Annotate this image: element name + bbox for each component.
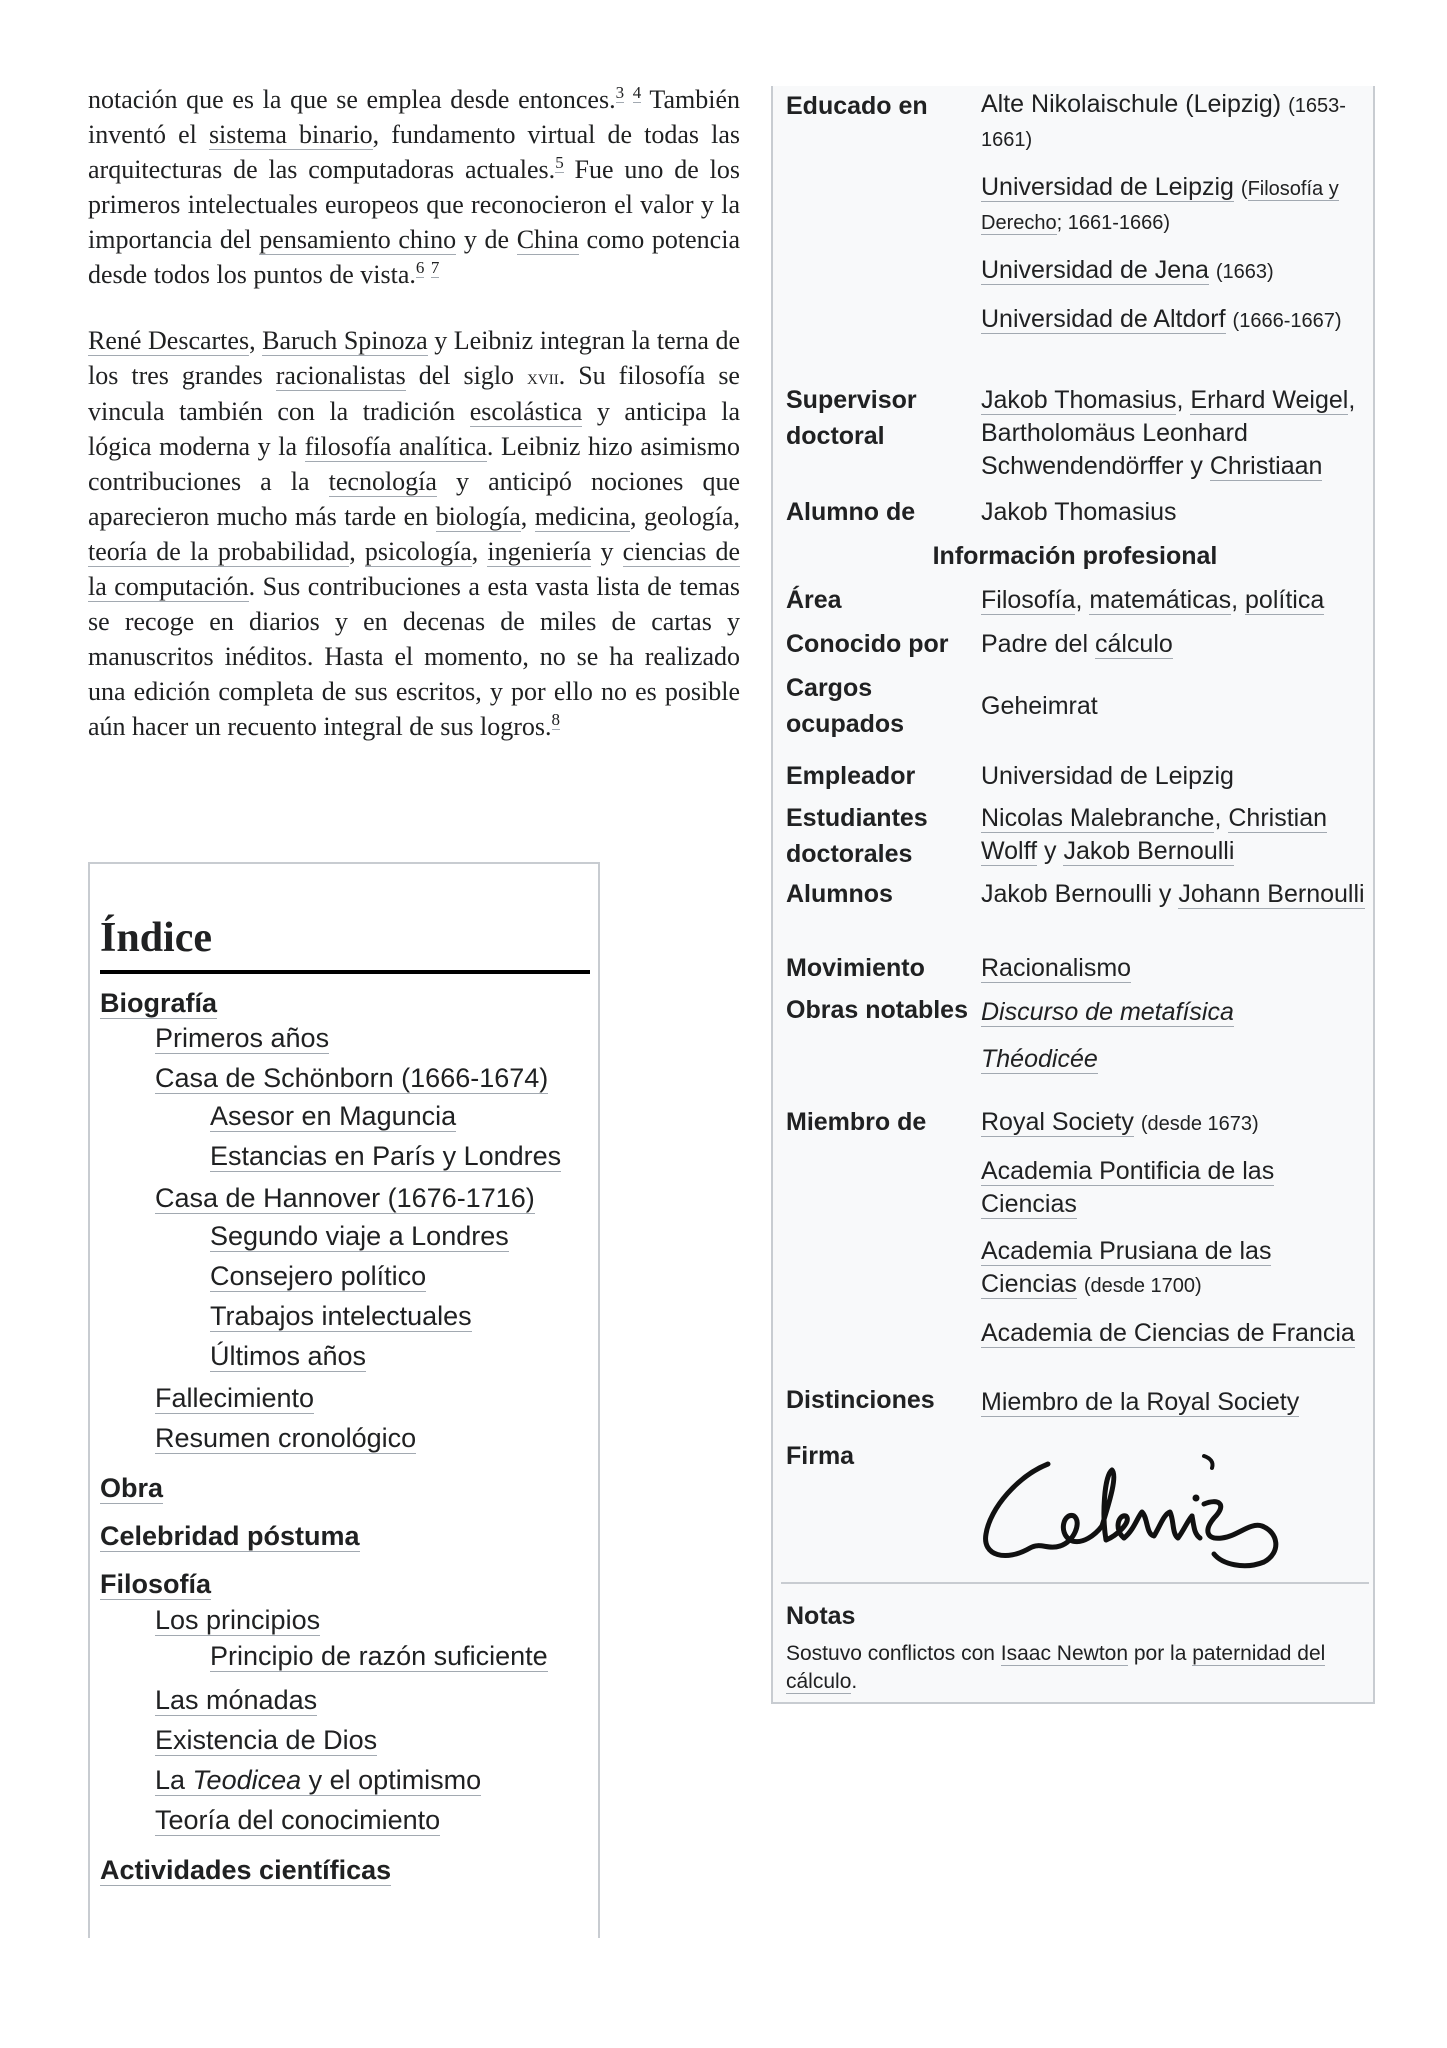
link-jakob-bernoulli[interactable]: Jakob Bernoulli: [1063, 837, 1235, 865]
century: xvii: [527, 364, 559, 389]
text: , Bartholomäus Leonhard Schwendendörffer y: [981, 386, 1356, 480]
signature-image: [978, 1446, 1318, 1576]
text: ,: [249, 326, 263, 355]
toc-item[interactable]: Primeros años: [155, 1023, 330, 1053]
text: .: [851, 1670, 858, 1693]
paragraph-2: [88, 323, 740, 744]
text: Jakob Bernoulli y: [981, 880, 1179, 908]
table-of-contents: [88, 862, 600, 1938]
label-alumnos: Alumnos: [786, 880, 893, 908]
text: ,: [1214, 804, 1229, 832]
years: (1653-1661): [981, 95, 1346, 151]
toc-item[interactable]: Principio de razón suficiente: [210, 1641, 548, 1671]
link-medicina[interactable]: medicina: [534, 502, 631, 531]
value-area: [981, 584, 1373, 617]
text: . Su filosofía se vincula también con la tradición: [88, 361, 740, 426]
value-supervisor: [981, 384, 1373, 483]
toc-item[interactable]: Teoría del conocimiento: [155, 1805, 441, 1835]
link-universidad-altdorf[interactable]: Universidad de Altdorf: [981, 305, 1226, 333]
infobox: [771, 86, 1375, 1704]
toc-item[interactable]: La Teodicea y el optimismo: [155, 1765, 482, 1795]
link-christiaan[interactable]: Christiaan: [1209, 452, 1323, 480]
value-miembro: [981, 1106, 1373, 1350]
link-racionalismo[interactable]: Racionalismo: [981, 954, 1132, 982]
label-alumno-de: Alumno de: [786, 498, 916, 526]
link-theodicee[interactable]: Théodicée: [981, 1045, 1098, 1073]
link-politica[interactable]: política: [1245, 586, 1325, 614]
toc-item[interactable]: Biografía: [100, 988, 218, 1018]
toc-item[interactable]: Últimos años: [210, 1341, 367, 1371]
link-filosofia-analitica[interactable]: filosofía analítica: [304, 432, 487, 461]
link-teoria-probabilidad[interactable]: teoría de la probabilidad: [88, 537, 350, 566]
link-descartes[interactable]: René Descartes: [88, 326, 250, 355]
link-thomasius[interactable]: Jakob Thomasius: [981, 386, 1177, 414]
link-tecnologia[interactable]: tecnología: [328, 467, 437, 496]
label-area: Área: [786, 586, 842, 614]
link-biologia[interactable]: biología: [435, 502, 521, 531]
value-empleador: Universidad de Leipzig: [981, 762, 1234, 790]
label-cargos: Cargos ocupados: [786, 674, 905, 738]
link-matematicas[interactable]: matemáticas: [1089, 586, 1232, 614]
text: ,: [471, 537, 488, 566]
value-alumno-de: Jakob Thomasius: [981, 498, 1177, 526]
link-pensamiento-chino[interactable]: pensamiento chino: [259, 225, 457, 254]
value-educado: [981, 88, 1373, 337]
link-psicologia[interactable]: psicología: [364, 537, 472, 566]
toc-item[interactable]: Estancias en París y Londres: [210, 1141, 562, 1171]
toc-item[interactable]: Existencia de Dios: [155, 1725, 378, 1755]
link-academia-francia[interactable]: Academia de Ciencias de Francia: [981, 1319, 1355, 1347]
label-supervisor: Supervisor doctoral: [786, 386, 917, 450]
text: por la: [1128, 1642, 1193, 1665]
link-racionalistas[interactable]: racionalistas: [275, 361, 406, 390]
years: (desde 1673): [1140, 1113, 1259, 1135]
notes-divider: [781, 1582, 1369, 1584]
years: (desde 1700): [1083, 1275, 1202, 1297]
label-estudiantes: Estudiantes doctorales: [786, 804, 928, 868]
link-weigel[interactable]: Erhard Weigel: [1190, 386, 1349, 414]
text: como potencia desde todos los puntos de vista.: [88, 225, 740, 289]
text: (: [1240, 178, 1248, 200]
years: (1663): [1215, 261, 1274, 283]
text: , fundamento virtual de todas las arquitecturas de las computadoras actuales.: [88, 120, 740, 184]
toc-item[interactable]: Obra: [100, 1473, 164, 1503]
text: . Leibniz hizo asimismo contribuciones a la: [88, 432, 741, 496]
label-miembro: Miembro de: [786, 1108, 927, 1136]
value-cargos: Geheimrat: [981, 692, 1098, 720]
toc-item[interactable]: Celebridad póstuma: [100, 1521, 360, 1551]
link-sistema-binario[interactable]: sistema binario: [208, 120, 373, 149]
label-educado: Educado en: [786, 92, 928, 120]
article-body: [88, 82, 740, 775]
label-distinciones: Distinciones: [786, 1386, 935, 1414]
reference-8[interactable]: 8: [551, 710, 561, 730]
text: ; 1661-1666): [1056, 212, 1171, 234]
text: , geología,: [630, 502, 740, 531]
link-universidad-leipzig[interactable]: Universidad de Leipzig: [981, 173, 1234, 201]
value-alumnos: [981, 878, 1373, 911]
link-wolff[interactable]: Christian Wolff: [981, 804, 1328, 865]
text: Padre del: [981, 630, 1095, 658]
text: Fue uno de los primeros intelectuales europeos que reconocieron el valor y la importancia del: [88, 155, 740, 254]
toc-item[interactable]: Casa de Hannover (1676-1716): [155, 1183, 535, 1213]
toc-item[interactable]: Consejero político: [210, 1261, 427, 1291]
text: y anticipó nociones que aparecieron mucho más tarde en: [88, 467, 740, 531]
link-spinoza[interactable]: Baruch Spinoza: [262, 326, 428, 355]
link-filosofia[interactable]: Filosofía: [981, 586, 1076, 614]
toc-item[interactable]: Las mónadas: [155, 1685, 318, 1715]
section-header-professional: Información profesional: [932, 542, 1218, 570]
text: También inventó el: [88, 85, 741, 149]
reference-3[interactable]: 3: [615, 83, 625, 103]
link-filosofia-derecho[interactable]: Filosofía y Derecho: [981, 178, 1339, 234]
label-firma: Firma: [786, 1442, 855, 1470]
paragraph-1: [88, 82, 740, 292]
link-china[interactable]: China: [516, 225, 579, 254]
toc-item[interactable]: Los principios: [155, 1605, 321, 1635]
text: ,: [349, 537, 365, 566]
label-conocido: Conocido por: [786, 630, 949, 658]
link-academia-pontificia[interactable]: Academia Pontificia de las Ciencias: [981, 1157, 1275, 1218]
link-malebranche[interactable]: Nicolas Malebranche: [981, 804, 1215, 832]
text: ,: [1075, 586, 1090, 614]
link-royal-society[interactable]: Royal Society: [981, 1108, 1134, 1136]
toc-item[interactable]: Trabajos intelectuales: [210, 1301, 472, 1331]
value-notas: [786, 1640, 1346, 1696]
text: y de: [456, 225, 517, 254]
link-escolastica[interactable]: escolástica: [469, 397, 583, 426]
link-academia-prusiana[interactable]: Academia Prusiana de las Ciencias: [981, 1237, 1272, 1298]
label-notas: Notas: [786, 1602, 856, 1630]
link-miembro-royal-society[interactable]: Miembro de la Royal Society: [981, 1388, 1300, 1416]
reference-6[interactable]: 6: [415, 258, 425, 278]
toc-item[interactable]: Filosofía: [100, 1569, 212, 1599]
text: y: [591, 537, 623, 566]
text: . Sus contribuciones a esta vasta lista de temas se recoge en diarios y en decenas de miles de cartas y manuscritos inéditos. Hasta el momento, no se ha realizado una edición completa de sus escritos, y por ello no es posible aún hacer un recuento integral de sus logros.: [88, 572, 741, 741]
value-distinciones: [981, 1386, 1373, 1419]
value-obras: [981, 996, 1373, 1076]
label-movimiento: Movimiento: [786, 954, 925, 982]
toc-item[interactable]: Actividades científicas: [100, 1855, 392, 1885]
link-discurso-metafisica[interactable]: Discurso de metafísica: [981, 998, 1234, 1026]
reference-5[interactable]: 5: [555, 153, 564, 173]
label-obras: Obras notables: [786, 996, 968, 1024]
text: y anticipa la lógica moderna y la: [88, 397, 740, 461]
text: ,: [1176, 386, 1191, 414]
value-movimiento: [981, 952, 1373, 985]
text: y: [1037, 837, 1064, 865]
link-ingenieria[interactable]: ingeniería: [487, 537, 592, 566]
link-calculo[interactable]: cálculo: [1094, 630, 1173, 658]
reference-7[interactable]: 7: [430, 258, 440, 278]
text: ,: [1231, 586, 1246, 614]
value-estudiantes: [981, 802, 1373, 868]
link-ciencias-computacion[interactable]: ciencias de la computación: [88, 537, 740, 601]
link-universidad-jena[interactable]: Universidad de Jena: [981, 256, 1209, 284]
toc-item[interactable]: Casa de Schönborn (1666-1674): [155, 1063, 549, 1093]
toc-item[interactable]: Segundo viaje a Londres: [210, 1221, 509, 1251]
link-isaac-newton[interactable]: Isaac Newton: [1000, 1642, 1129, 1665]
years: (1666-1667): [1232, 310, 1342, 332]
label-empleador: Empleador: [786, 762, 916, 790]
school-alte: Alte Nikolaischule (Leipzig): [981, 90, 1282, 118]
toc-item[interactable]: Resumen cronológico: [155, 1423, 417, 1453]
link-johann-bernoulli[interactable]: Johann Bernoulli: [1178, 880, 1365, 908]
text: Sostuvo conflictos con: [786, 1642, 1001, 1665]
reference-4[interactable]: 4: [632, 83, 642, 103]
toc-item[interactable]: Asesor en Maguncia: [210, 1101, 457, 1131]
link-paternidad-calculo[interactable]: paternidad del cálculo: [786, 1642, 1326, 1693]
value-conocido: [981, 628, 1373, 661]
text: y Leibniz integran la terna de los tres grandes: [88, 326, 741, 390]
toc-title: Índice: [100, 914, 590, 974]
text: notación que es la que se emplea desde entonces.: [88, 85, 616, 114]
toc-item[interactable]: Fallecimiento: [155, 1383, 315, 1413]
text: ,: [520, 502, 535, 531]
text: del siglo: [405, 361, 528, 390]
